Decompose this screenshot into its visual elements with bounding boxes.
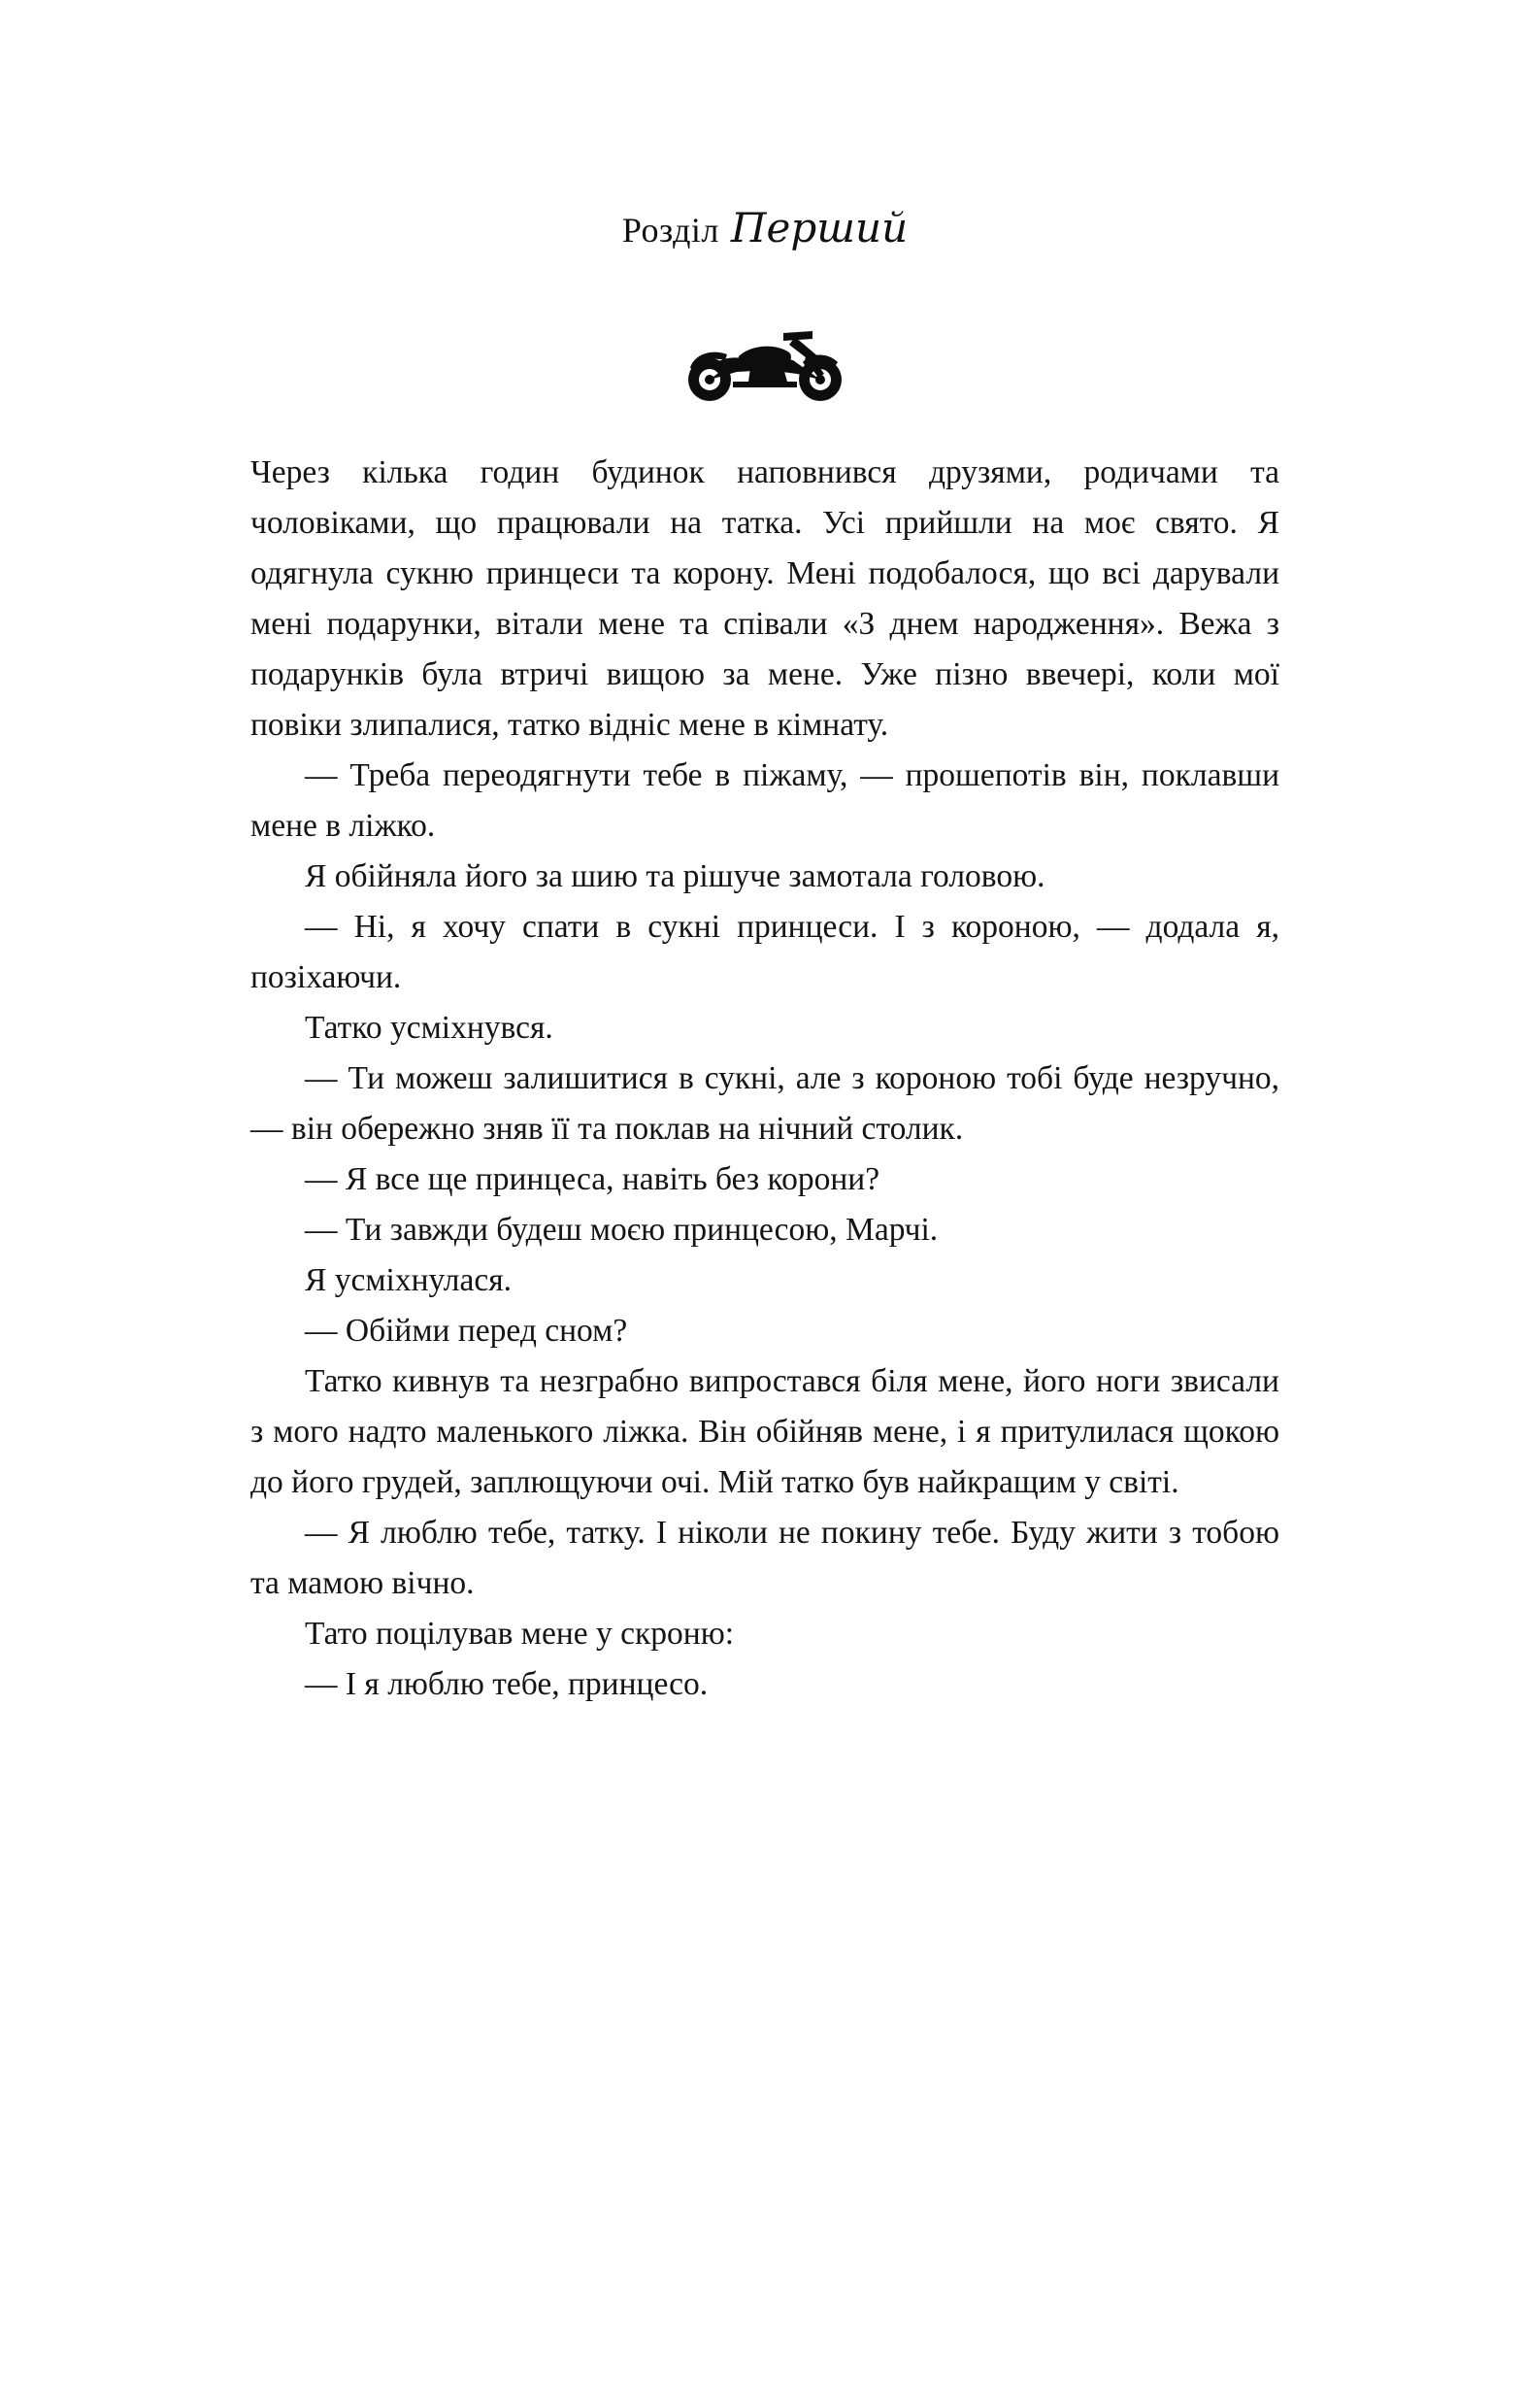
paragraph: — Обійми перед сном? [305, 1313, 628, 1349]
paragraph: — Ти можеш залишитися в сукні, але з короною тобі буде незручно, — він обережно зняв її та поклав на нічний столик. [250, 1060, 1279, 1147]
paragraph: Я обійняла його за шию та рішуче замотала головою. [305, 858, 1045, 894]
paragraph: — Ти завжди будеш моєю принцесою, Марчі. [305, 1212, 939, 1248]
body-text [250, 448, 1279, 1710]
chapter-heading [250, 204, 1279, 251]
paragraph: Татко кивнув та незграбно випростався біля мене, його ноги звисали з мого надто маленького ліжка. Він обійняв мене, і я притулилася щокою до його грудей, заплющуючи очі. Мій татко був найкращим у світі. [250, 1363, 1279, 1500]
motorcycle-icon [675, 327, 855, 403]
chapter-ornament [250, 321, 1279, 409]
chapter-number: Перший [730, 204, 909, 251]
paragraph: — І я люблю тебе, принцесо. [305, 1666, 709, 1702]
paragraph: — Я люблю тебе, татку. І ніколи не покину тебе. Буду жити з тобою та мамою вічно. [250, 1515, 1279, 1601]
page-content [250, 0, 1279, 1710]
paragraph: Татко усміхнувся. [305, 1010, 553, 1046]
paragraph: — Треба переодягнути тебе в піжаму, — прошепотів він, поклавши мене в ліжко. [250, 757, 1279, 844]
paragraph: — Я все ще принцеса, навіть без корони? [305, 1161, 880, 1197]
paragraph: Тато поцілував мене у скроню: [305, 1616, 735, 1652]
paragraph: — Ні, я хочу спати в сукні принцеси. І з короною, — додала я, позіхаючи. [250, 909, 1279, 995]
paragraph: Через кілька годин будинок наповнився друзями, родичами та чоловіками, що працювали на татка. Усі прийшли на моє свято. Я одягнула сукню принцеси та корону. Мені подобалося, що всі дарували мені подарунки, вітали мене та співали «З днем народження». Вежа з подарунків була втричі вищою за мене. Уже пізно ввечері, коли мої повіки злипалися, татко відніс мене в кімнату. [250, 454, 1279, 743]
chapter-label: Розділ [621, 211, 719, 250]
paragraph: Я усміхнулася. [305, 1262, 513, 1298]
